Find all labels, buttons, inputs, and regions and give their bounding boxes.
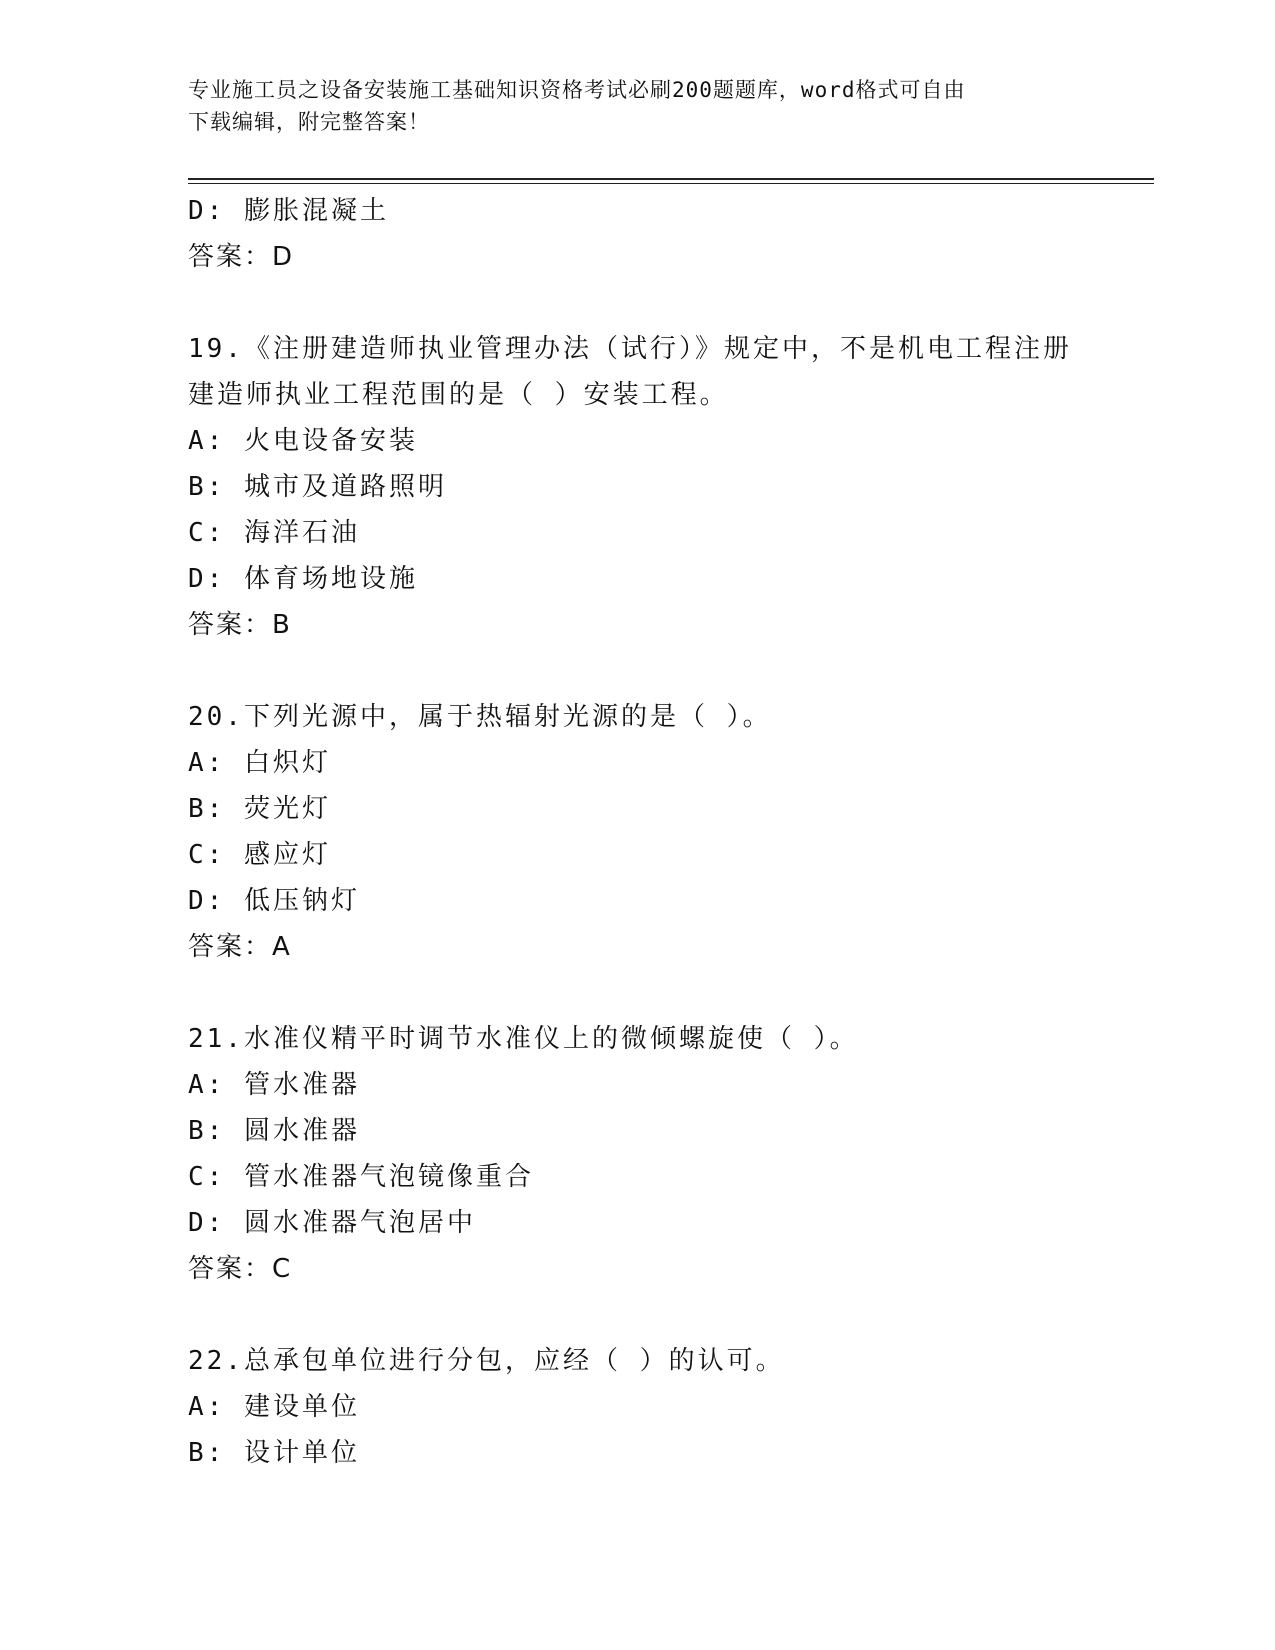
document-header <box>188 74 1068 138</box>
question-22-option-b: B: 设计单位 <box>188 1438 360 1468</box>
question-21-option-d: D: 圆水准器气泡居中 <box>188 1208 476 1238</box>
question-20-answer: 答案：A <box>188 932 292 962</box>
question-22-title: 22.总承包单位进行分包，应经（ ）的认可。 <box>188 1346 785 1376</box>
spacer <box>188 1292 1088 1338</box>
header-divider-thick <box>188 178 1154 180</box>
spacer <box>188 280 1088 326</box>
question-20 <box>188 694 1088 970</box>
question-21 <box>188 1016 1088 1292</box>
question-19-title-line-2: 建造师执业工程范围的是（ ）安装工程。 <box>188 380 729 410</box>
question-22 <box>188 1338 1088 1476</box>
question-content <box>188 188 1088 1476</box>
prev-answer: 答案：D <box>188 242 295 272</box>
question-21-option-c: C: 管水准器气泡镜像重合 <box>188 1162 534 1192</box>
prev-option-d: D: 膨胀混凝土 <box>188 196 389 226</box>
question-19-option-d: D: 体育场地设施 <box>188 564 418 594</box>
question-19 <box>188 326 1088 648</box>
question-21-option-b: B: 圆水准器 <box>188 1116 360 1146</box>
header-title-line-1: 专业施工员之设备安装施工基础知识资格考试必刷200题题库，word格式可自由 <box>188 78 966 102</box>
question-21-answer: 答案：C <box>188 1254 293 1284</box>
question-19-option-b: B: 城市及道路照明 <box>188 472 447 502</box>
question-20-option-b: B: 荧光灯 <box>188 794 331 824</box>
question-20-title: 20.下列光源中，属于热辐射光源的是（ ）。 <box>188 702 772 732</box>
spacer <box>188 970 1088 1016</box>
header-title-line-2: 下载编辑，附完整答案！ <box>188 110 430 134</box>
question-20-option-d: D: 低压钠灯 <box>188 886 360 916</box>
question-20-option-c: C: 感应灯 <box>188 840 331 870</box>
question-21-title: 21.水准仪精平时调节水准仪上的微倾螺旋使（ ）。 <box>188 1024 859 1054</box>
question-22-option-a: A: 建设单位 <box>188 1392 360 1422</box>
question-19-option-a: A: 火电设备安装 <box>188 426 418 456</box>
header-divider-thin <box>188 183 1154 184</box>
question-19-title-line-1: 19.《注册建造师执业管理办法（试行）》规定中，不是机电工程注册 <box>188 334 1072 364</box>
question-19-answer: 答案：B <box>188 610 292 640</box>
question-20-option-a: A: 白炽灯 <box>188 748 331 778</box>
question-21-option-a: A: 管水准器 <box>188 1070 360 1100</box>
question-19-option-c: C: 海洋石油 <box>188 518 360 548</box>
spacer <box>188 648 1088 694</box>
